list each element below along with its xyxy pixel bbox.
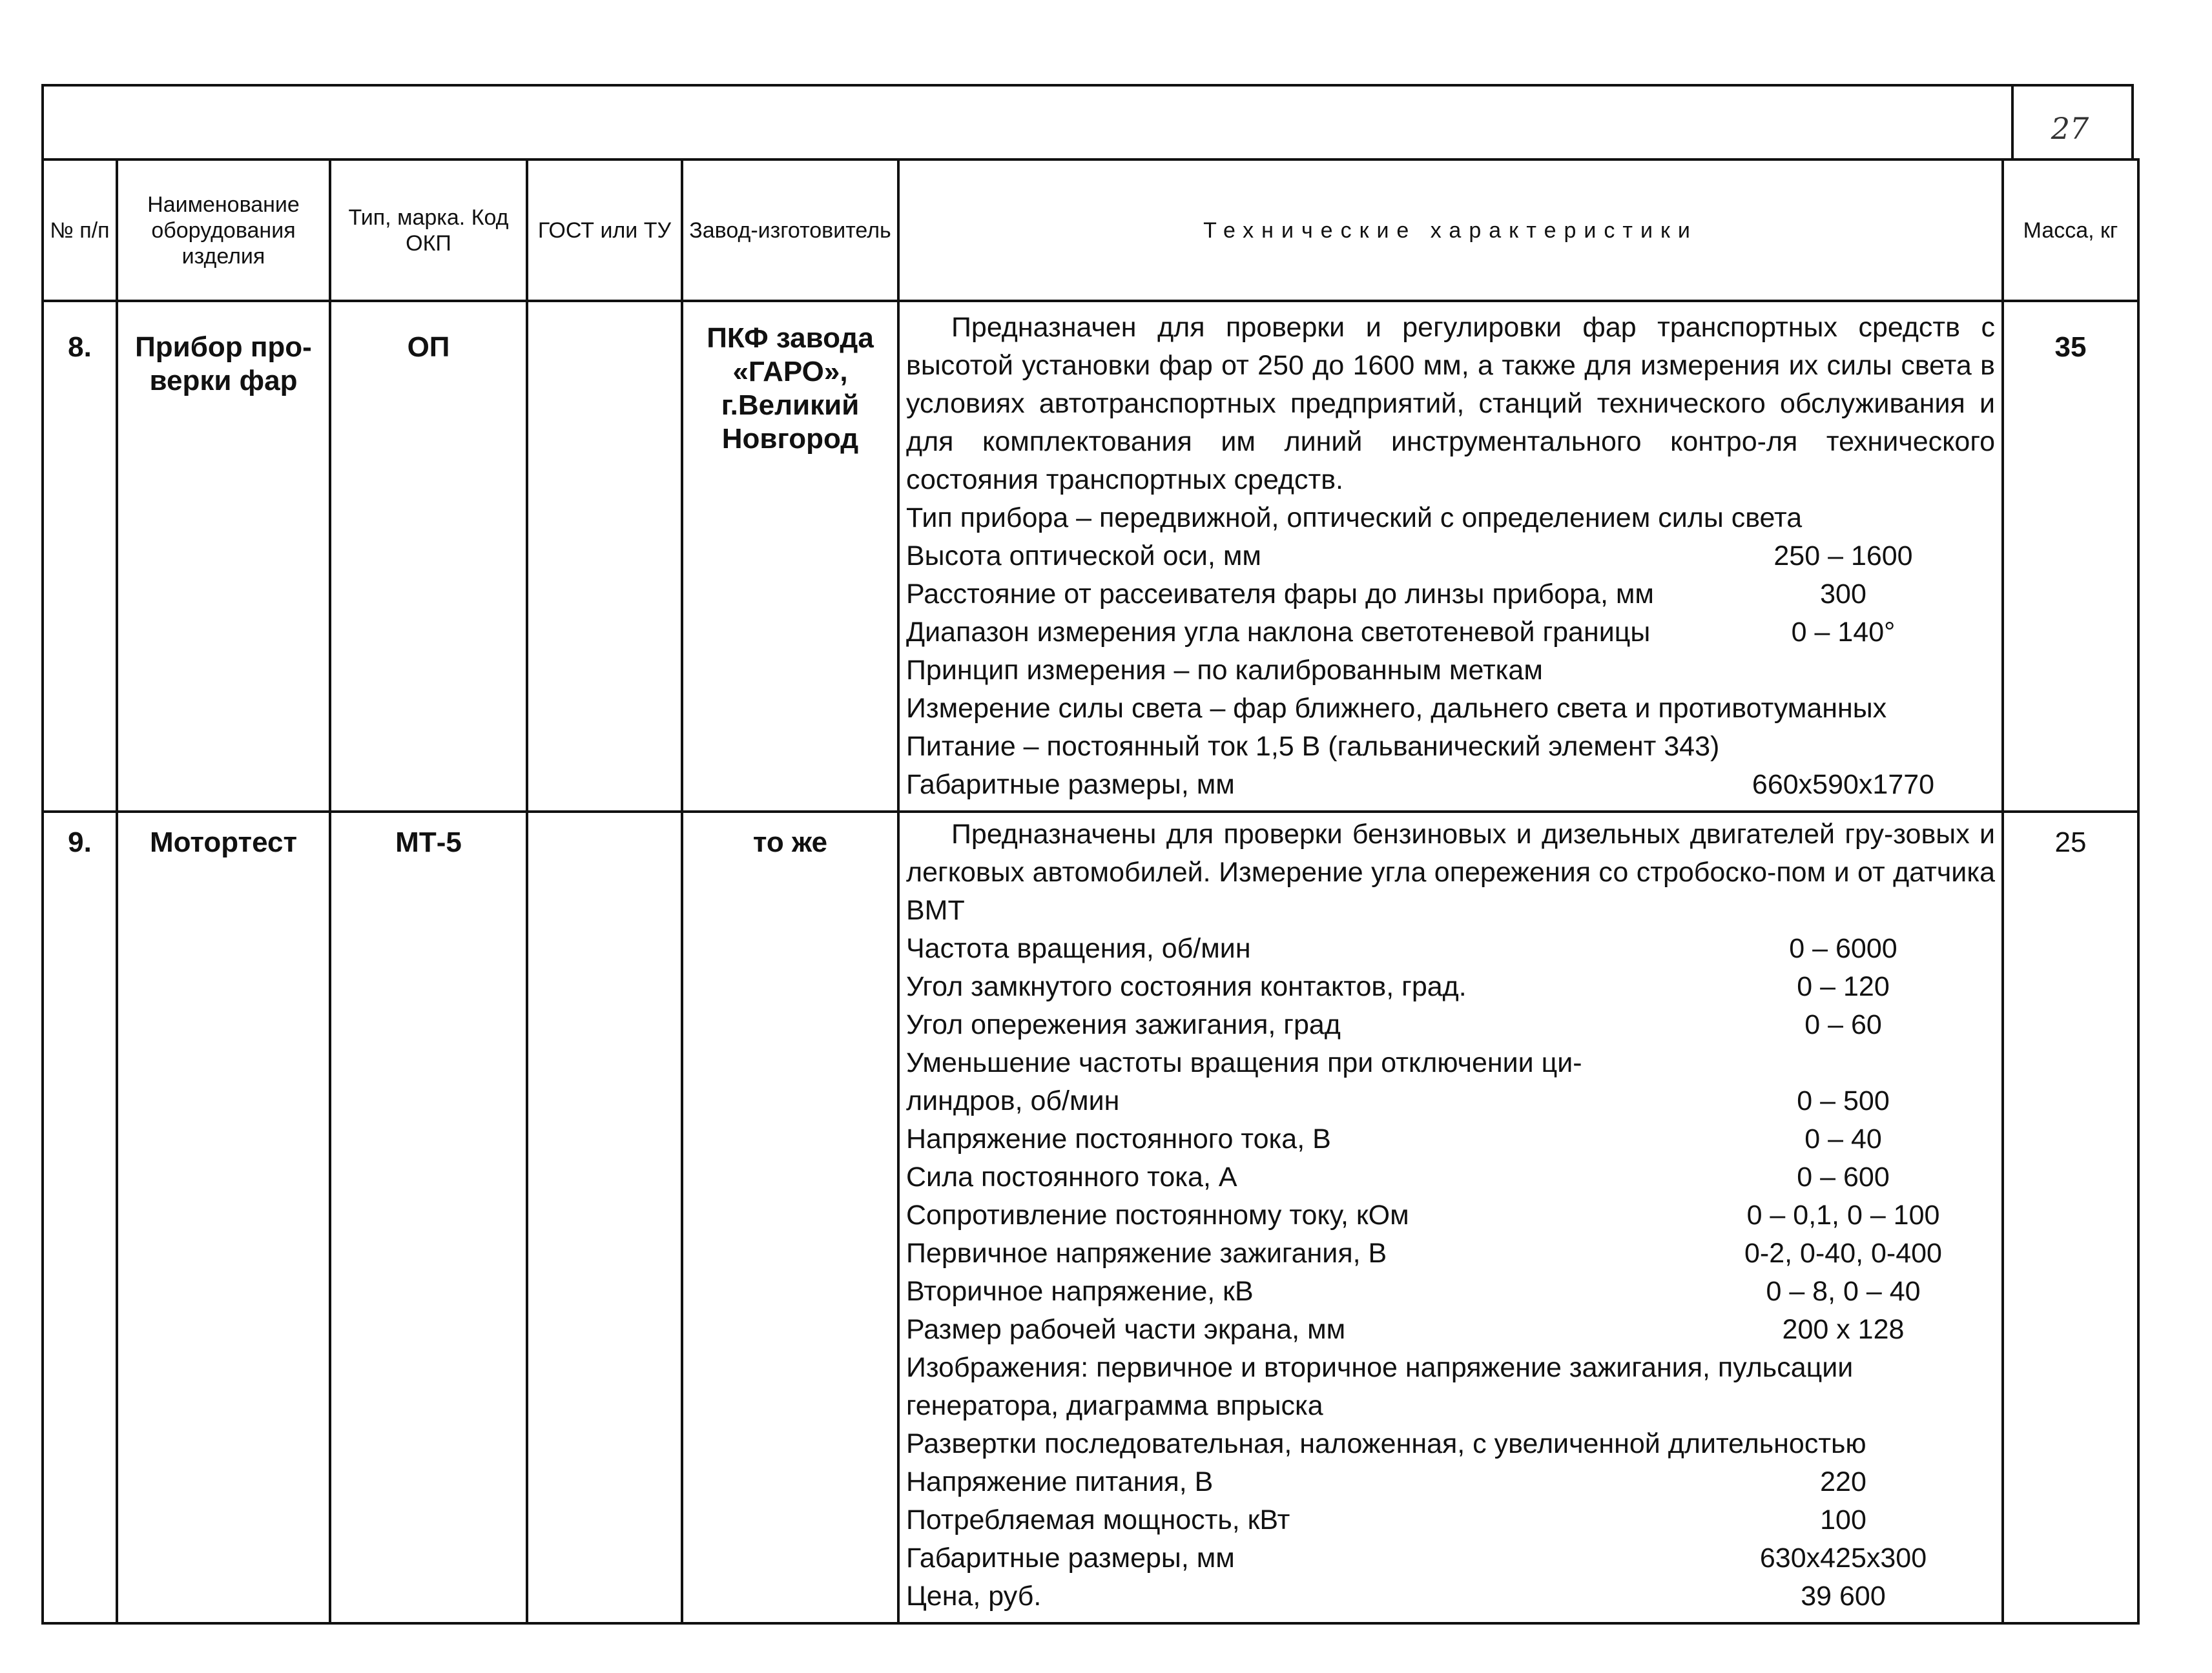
header-gost: ГОСТ или ТУ (527, 159, 682, 301)
spec-label: линдров, об/мин (906, 1085, 1120, 1116)
spec-value: 0 – 120 (1797, 971, 1890, 1002)
page-number: 27 (2051, 111, 2089, 146)
row-maker: то же (682, 812, 898, 1623)
spec-value: 0 – 500 (1797, 1085, 1890, 1116)
header-tech: Технические характеристики (898, 159, 2003, 301)
spec-label: Изображения: первичное и вторичное напряжение зажигания, пульсации (906, 1352, 1854, 1383)
row-num: 9. (43, 812, 117, 1623)
row-name: Прибор про-верки фар (117, 301, 330, 812)
row-maker: ПКФ завода «ГАРО», г.Великий Новгород (682, 301, 898, 812)
spec-value: 0 – 0,1, 0 – 100 (1746, 1200, 1940, 1231)
spec-label: Потребляемая мощность, кВт (906, 1504, 1290, 1535)
spec-value: 0 – 8, 0 – 40 (1766, 1276, 1921, 1307)
row-specs (898, 301, 2003, 812)
spec-label: Угол опережения зажигания, град (906, 1009, 1341, 1040)
spec-label: Измерение силы света – фар ближнего, дальнего света и противотуманных (906, 693, 1887, 724)
spec-line (906, 766, 1995, 804)
spec-value: 39 600 (1801, 1581, 1886, 1612)
spec-line (906, 1006, 1995, 1044)
spec-line (906, 575, 1995, 613)
spec-label: Размер рабочей части экрана, мм (906, 1314, 1346, 1345)
table-header-row (43, 159, 2138, 301)
equipment-table (41, 158, 2140, 1625)
spec-label: Угол замкнутого состояния контактов, град. (906, 971, 1467, 1002)
spec-line (906, 1349, 1995, 1387)
row-type: ОП (330, 301, 527, 812)
spec-line (906, 728, 1995, 766)
spec-intro: Предназначен для проверки и регулировки фар транспортных средств с высотой установки фар от 250 до 1600 мм, а также для измерения их силы света в условиях автотранспортных предприятий, станций технического обслуживания и для комплектования им линий инструментального контро-ля технического состояния транспортных средств. (906, 312, 1995, 495)
spec-line (906, 1539, 1995, 1577)
spec-label: Уменьшение частоты вращения при отключении ци- (906, 1047, 1582, 1078)
header-name: Наименование оборудования изделия (117, 159, 330, 301)
spec-label: генератора, диаграмма впрыска (906, 1390, 1323, 1421)
spec-value: 0 – 40 (1804, 1124, 1882, 1155)
row-name: Мотортест (117, 812, 330, 1623)
spec-line (906, 1273, 1995, 1311)
row-num: 8. (43, 301, 117, 812)
spec-value: 220 (1820, 1466, 1866, 1497)
row-specs (898, 812, 2003, 1623)
spec-label: Высота оптической оси, мм (906, 540, 1261, 571)
spec-line (906, 1311, 1995, 1349)
spec-value: 300 (1820, 579, 1866, 610)
row-type: МТ-5 (330, 812, 527, 1623)
page-number-box (2011, 84, 2134, 161)
spec-label: Сопротивление постоянному току, кОм (906, 1200, 1409, 1231)
header-maker: Завод-изготовитель (682, 159, 898, 301)
spec-value: 200 x 128 (1782, 1314, 1905, 1345)
row-gost (527, 301, 682, 812)
spec-label: Сила постоянного тока, А (906, 1162, 1237, 1193)
header-type: Тип, марка. Код ОКП (330, 159, 527, 301)
spec-label: Принцип измерения – по калиброванным меткам (906, 655, 1543, 686)
spec-label: Развертки последовательная, наложенная, с увеличенной длительностью (906, 1428, 1866, 1459)
spec-line (906, 1235, 1995, 1273)
spec-label: Напряжение постоянного тока, В (906, 1124, 1331, 1155)
spec-line (906, 1577, 1995, 1616)
spec-line (906, 1501, 1995, 1539)
spec-value: 0 – 6000 (1789, 933, 1897, 964)
spec-line (906, 652, 1995, 690)
spec-line (906, 1196, 1995, 1235)
table-row (43, 812, 2138, 1623)
spec-line (906, 1387, 1995, 1425)
spec-label: Питание – постоянный ток 1,5 В (гальванический элемент 343) (906, 731, 1720, 762)
spec-line (906, 930, 1995, 968)
row-mass: 35 (2003, 301, 2138, 812)
spec-value: 250 – 1600 (1773, 540, 1913, 571)
page-header-frame (41, 84, 2134, 158)
spec-label: Габаритные размеры, мм (906, 1543, 1235, 1574)
spec-list (906, 930, 1995, 1616)
spec-line (906, 1425, 1995, 1463)
spec-label: Первичное напряжение зажигания, В (906, 1238, 1387, 1269)
row-gost (527, 812, 682, 1623)
spec-label: Частота вращения, об/мин (906, 933, 1251, 964)
spec-line (906, 1044, 1995, 1082)
spec-value: 0 – 600 (1797, 1162, 1890, 1193)
row-mass: 25 (2003, 812, 2138, 1623)
spec-label: Тип прибора – передвижной, оптический с определением силы света (906, 502, 1803, 533)
spec-line (906, 613, 1995, 652)
table-row (43, 301, 2138, 812)
spec-value: 0-2, 0-40, 0-400 (1744, 1238, 1942, 1269)
spec-line (906, 1158, 1995, 1196)
spec-label: Расстояние от рассеивателя фары до линзы прибора, мм (906, 579, 1654, 610)
spec-list (906, 499, 1995, 804)
spec-value: 630x425x300 (1759, 1543, 1927, 1574)
spec-line (906, 1082, 1995, 1120)
spec-label: Диапазон измерения угла наклона светотеневой границы (906, 617, 1651, 648)
spec-value: 660x590x1770 (1752, 769, 1935, 800)
spec-label: Напряжение питания, В (906, 1466, 1214, 1497)
spec-value: 0 – 140° (1791, 617, 1896, 648)
header-mass: Масса, кг (2003, 159, 2138, 301)
spec-label: Вторичное напряжение, кВ (906, 1276, 1254, 1307)
spec-line (906, 499, 1995, 537)
spec-label: Цена, руб. (906, 1581, 1042, 1612)
spec-line (906, 968, 1995, 1006)
spec-line (906, 537, 1995, 575)
spec-line (906, 690, 1995, 728)
spec-line (906, 1120, 1995, 1158)
spec-value: 100 (1820, 1504, 1866, 1535)
spec-line (906, 1463, 1995, 1501)
spec-intro: Предназначены для проверки бензиновых и дизельных двигателей гру-зовых и легковых автомобилей. Измерение угла опережения со стробоско-пом и от датчика ВМТ (906, 819, 1995, 926)
spec-value: 0 – 60 (1804, 1009, 1882, 1040)
header-num: № п/п (43, 159, 117, 301)
spec-label: Габаритные размеры, мм (906, 769, 1235, 800)
